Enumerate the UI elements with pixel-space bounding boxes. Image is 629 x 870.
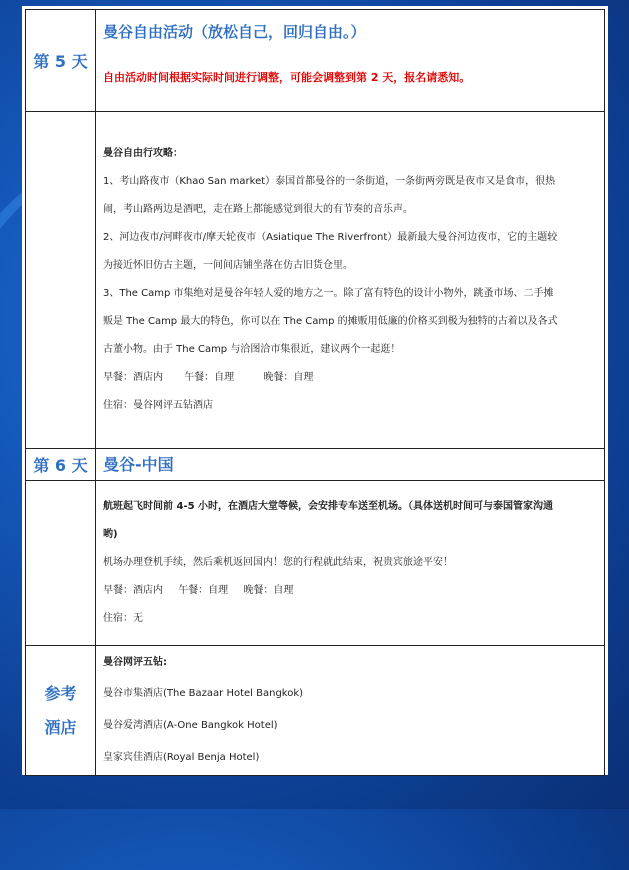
guide-line: 3、The Camp 市集绝对是曼谷年轻人爱的地方之一。除了富有特色的设计小物外，跳蚤市场、二手摊 [103,288,554,299]
day5-header-row [26,10,605,112]
guide-line: 1、考山路夜市（Khao San market）泰国首都曼谷的一条街道，一条街两旁既是夜市又是食市，很热 [103,176,556,187]
day6-title: 曼谷-中国 [103,454,174,474]
day6-line: 机场办理登机手续，然后乘机返回国内！您的行程就此结束，祝贵宾旅途平安！ [103,557,453,568]
itinerary-document [22,6,608,775]
hotels-label [26,646,96,776]
day5-body-cell [96,112,605,449]
guide-line: 为接近怀旧仿古主题，一间间店铺坐落在仿古旧货仓里。 [103,260,353,271]
day5-meals [103,364,604,392]
guide-line: 2、河边夜市/河畔夜市/摩天轮夜市（Asiatique The Riverfront）最新最大曼谷河边夜市，它的主题较 [103,232,558,243]
day5-title: 曼谷自由活动（放松自己，回归自由。） [103,22,366,41]
day5-label: 第 5 天 [26,10,96,112]
day6-header-row [26,449,605,481]
hotels-label-line: 参考 [44,683,77,703]
guide-heading: 曼谷自由行攻略： [103,148,183,159]
hotel-item: 曼谷市集酒店(The Bazaar Hotel Bangkok) [103,688,304,699]
guide-line: 闹，考山路两边是酒吧，走在路上都能感觉到很大的有节奏的音乐声。 [103,204,413,215]
lunch-text: 午餐：自理 [178,585,229,596]
guide-line: 古董小物。由于 The Camp 与洽图洽市集很近，建议两个一起逛！ [103,344,401,355]
day6-notice-line: 航班起飞时间前 4-5 小时，在酒店大堂等候，会安排专车送至机场。（具体送机时间可与泰国管家沟通 [103,501,554,512]
day6-meals [103,577,604,605]
hotels-heading: 曼谷网评五钻: [103,657,167,668]
lunch-text: 午餐：自理 [184,372,235,383]
hotel-item: 曼谷爱湾酒店(A-One Bangkok Hotel) [103,720,278,731]
hotels-cell [96,646,605,776]
day6-header-cell [96,449,605,481]
hotels-row [26,646,605,776]
dinner-text: 晚餐：自理 [263,372,314,383]
breakfast-text: 早餐：酒店内 [103,585,163,596]
day6-body-cell [96,481,605,646]
day5-notice: 自由活动时间根据实际时间进行调整，可能会调整到第 2 天，报名请悉知。 [103,70,471,84]
hotels-label-line: 酒店 [44,717,77,737]
guide-line: 贩是 The Camp 最大的特色，你可以在 The Camp 的摊贩用低廉的价格买到极为独特的古着以及各式 [103,316,558,327]
day6-lodging: 住宿：无 [103,613,143,624]
day6-notice-line: 哟) [103,529,118,540]
day6-body-row [26,481,605,646]
itinerary-table [25,9,605,776]
day5-body-row [26,112,605,449]
day5-header-cell [96,10,605,112]
dinner-text: 晚餐：自理 [243,585,294,596]
day5-lodging: 住宿：曼谷网评五钻酒店 [103,400,213,411]
breakfast-text: 早餐：酒店内 [103,372,163,383]
hotel-item: 皇家宾佳酒店(Royal Benja Hotel) [103,752,260,763]
day6-label: 第 6 天 [26,449,96,481]
